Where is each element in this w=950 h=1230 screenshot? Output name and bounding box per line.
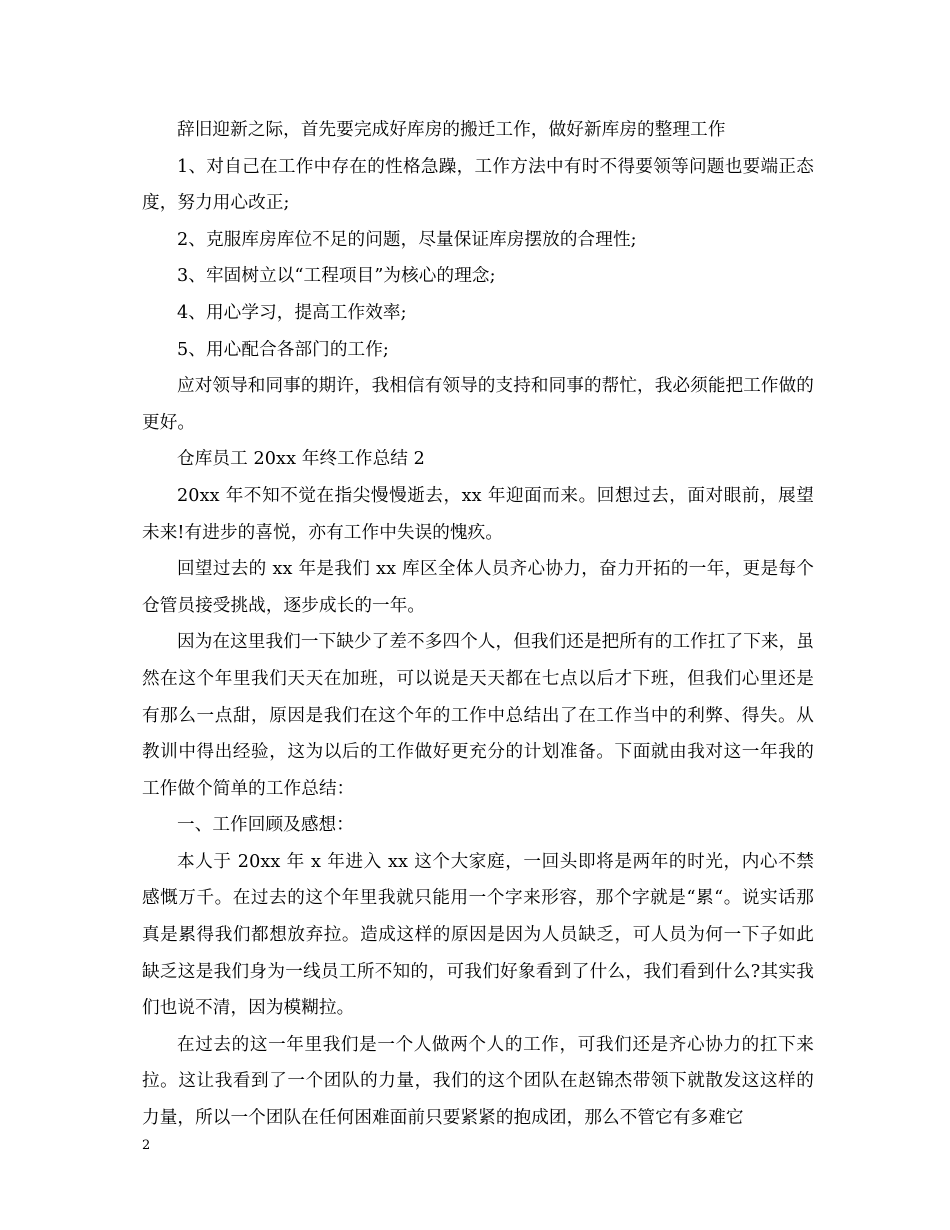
paragraph: 20xx 年不知不觉在指尖慢慢逝去，xx 年迎面而来。回想过去，面对眼前，展望未来!有进步的喜悦，亦有工作中失误的愧疚。 [142, 485, 814, 543]
section-heading: 仓库员工 20xx 年终工作总结 2 [177, 449, 425, 470]
paragraph: 2、克服库房库位不足的问题，尽量保证库房摆放的合理性; [177, 229, 637, 250]
paragraph: 1、对自己在工作中存在的性格急躁，工作方法中有时不得要领等问题也要端正态度，努力用心改正; [142, 156, 814, 214]
paragraph: 本人于 20xx 年 x 年进入 xx 这个大家庭，一回头即将是两年的时光，内心不禁感慨万千。在过去的这个年里我就只能用一个字来形容，那个字就是“累“。说实话那真是累得我们都想放弃拉。造成这样的原因是因为人员缺乏，可人员为何一下子如此缺乏这是我们身为一线员工所不知的，可我们好象看到了什么，我们看到什么?其实我们也说不清，因为模糊拉。 [142, 851, 814, 1019]
document-body [142, 112, 814, 1137]
paragraph: 3、牢固树立以“工程项目”为核心的理念; [177, 266, 496, 287]
paragraph: 4、用心学习，提高工作效率; [177, 302, 407, 323]
paragraph: 回望过去的 xx 年是我们 xx 库区全体人员齐心协力，奋力开拓的一年，更是每个仓管员接受挑战，逐步成长的一年。 [142, 559, 814, 616]
paragraph: 5、用心配合各部门的工作; [177, 339, 389, 360]
paragraph: 辞旧迎新之际，首先要完成好库房的搬迁工作，做好新库房的整理工作 [177, 120, 726, 140]
subheading: 一、工作回顾及感想： [177, 815, 354, 836]
paragraph: 因为在这里我们一下缺少了差不多四个人，但我们还是把所有的工作扛了下来，虽然在这个年里我们天天在加班，可以说是天天都在七点以后才下班，但我们心里还是有那么一点甜，原因是我们在这个年的工作中总结出了在工作当中的利弊、得失。从教训中得出经验，这为以后的工作做好更充分的计划准备。下面就由我对这一年我的工作做个简单的工作总结： [142, 632, 814, 799]
page-number: 2 [142, 1138, 151, 1153]
paragraph: 应对领导和同事的期许，我相信有领导的支持和同事的帮忙，我必须能把工作做的更好。 [142, 376, 814, 433]
paragraph: 在过去的这一年里我们是一个人做两个人的工作，可我们还是齐心协力的扛下来拉。这让我看到了一个团队的力量，我们的这个团队在赵锦杰带领下就散发这这样的力量，所以一个团队在任何困难面前只要紧紧的抱成团，那么不管它有多难它 [142, 1034, 814, 1129]
